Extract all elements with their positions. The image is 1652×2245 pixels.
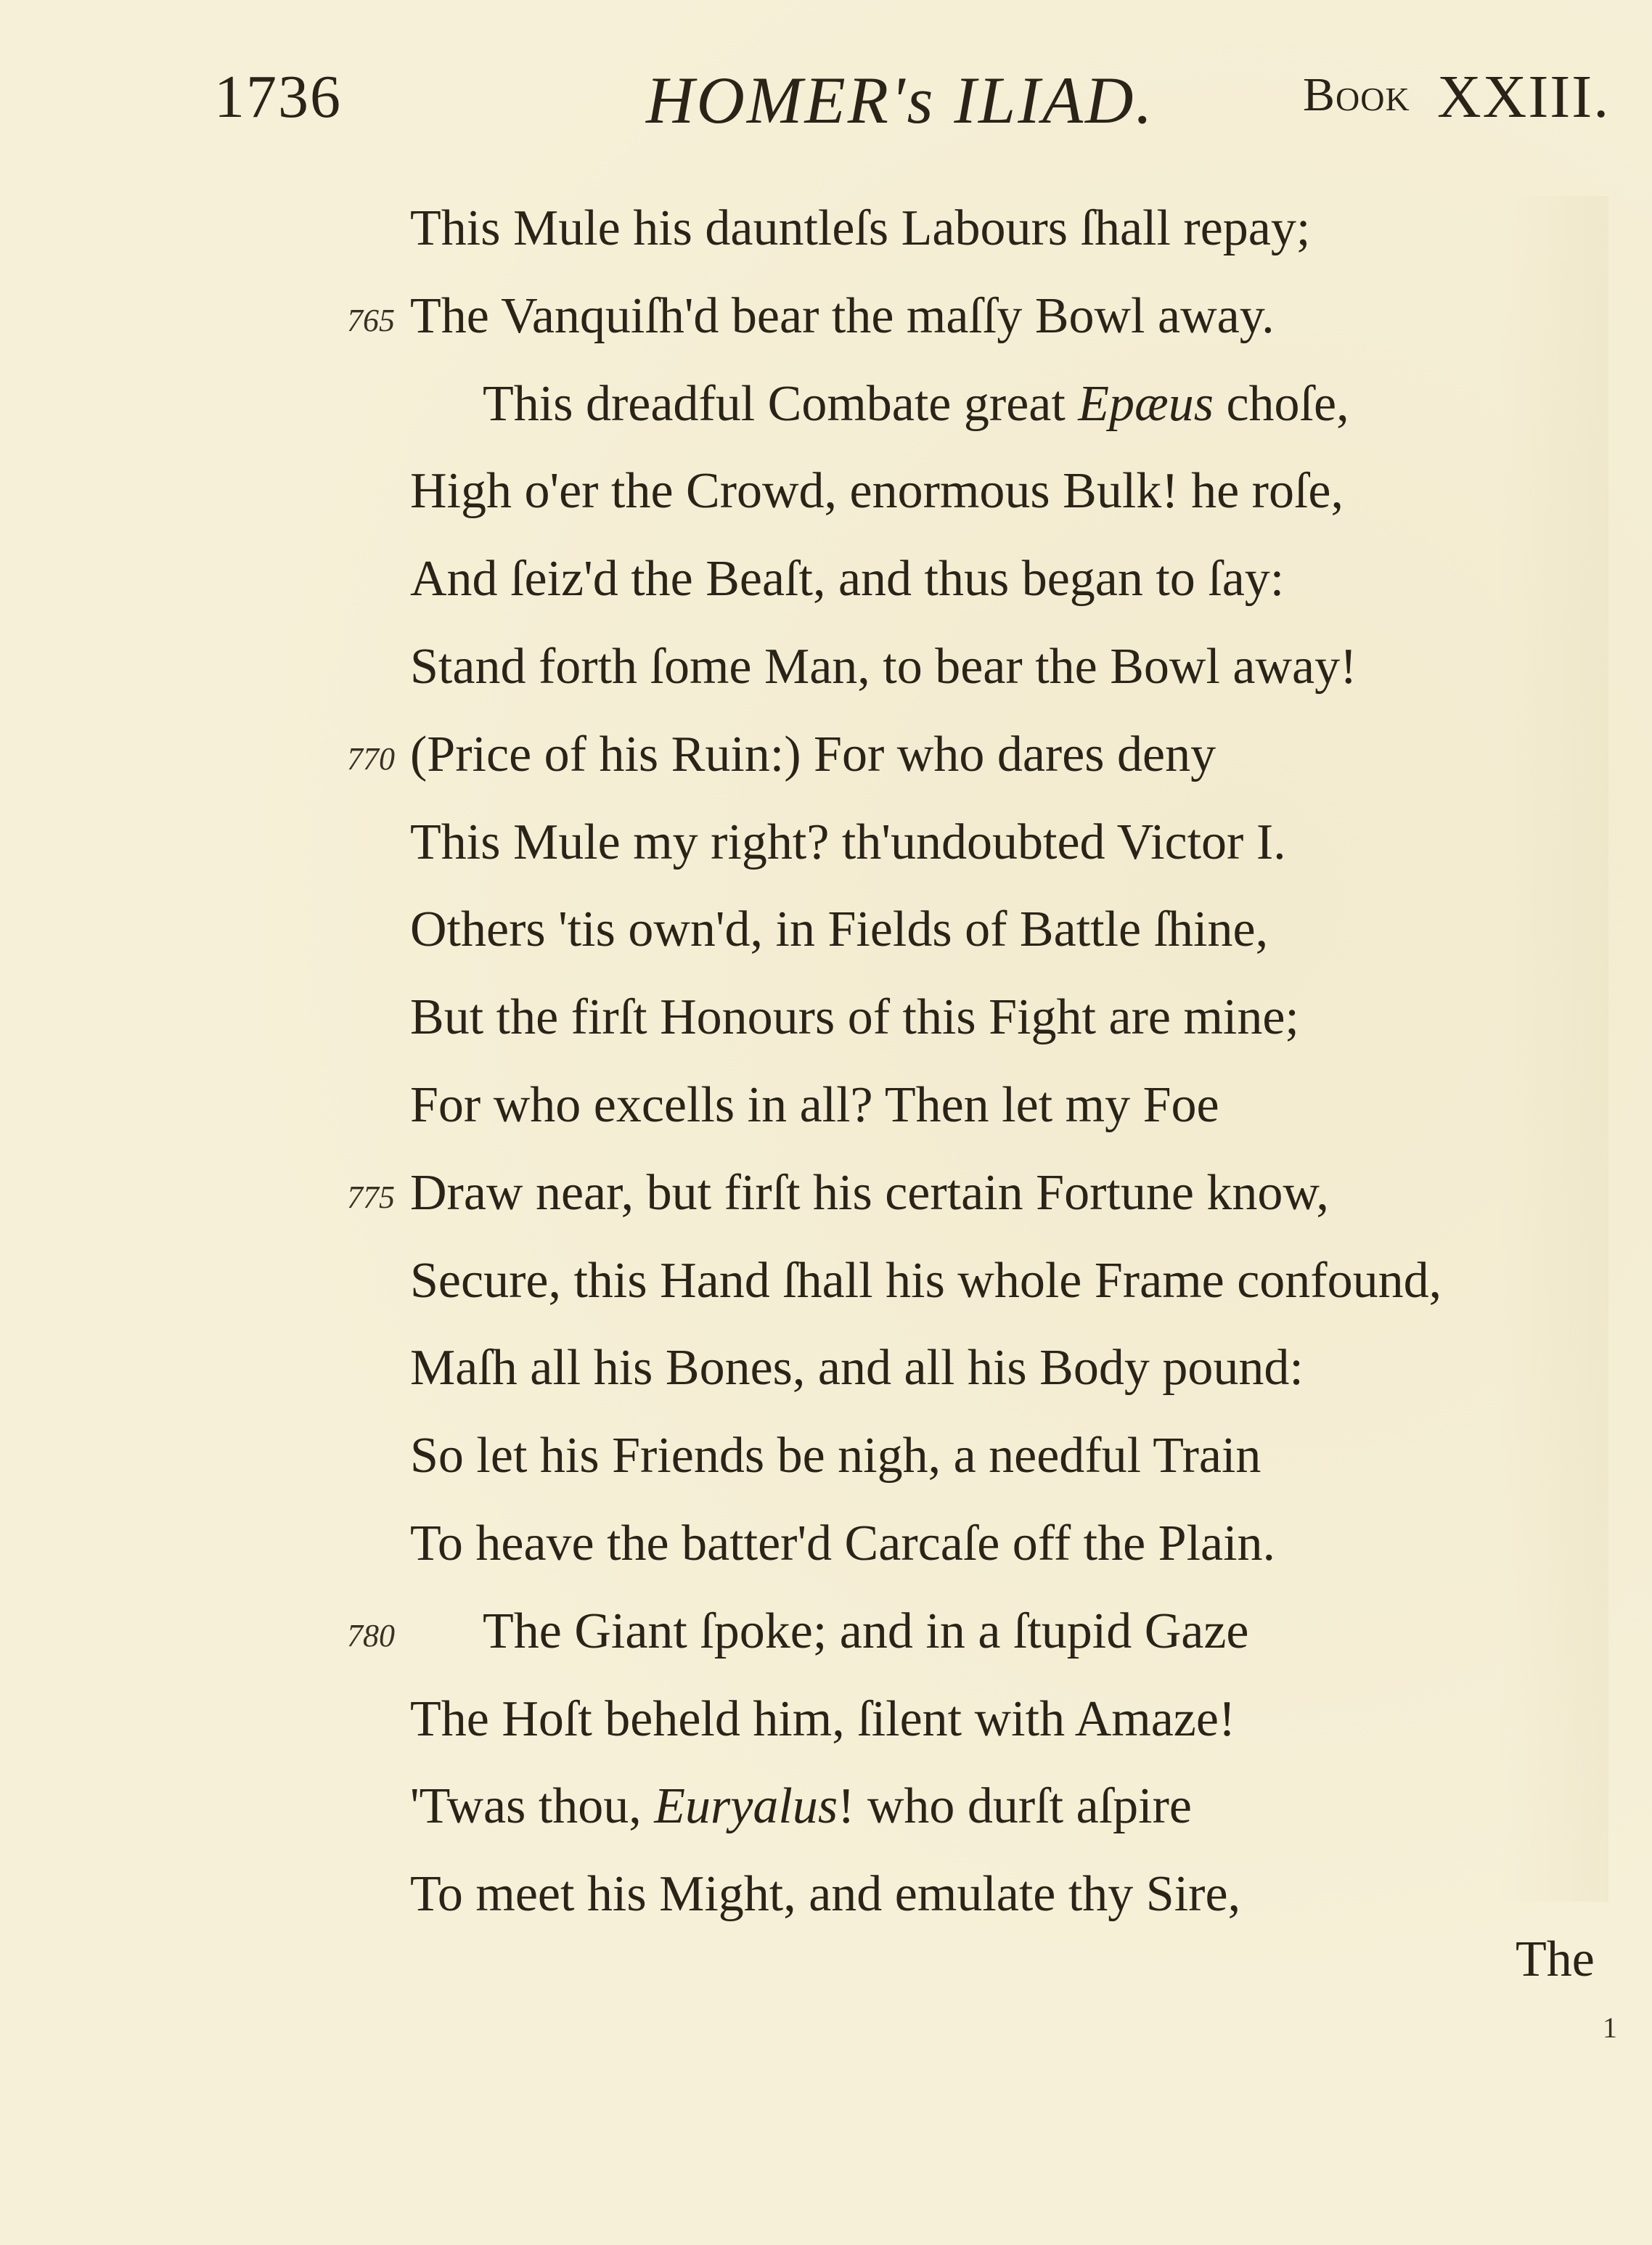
line-text: Stand forth ſome Man, to bear the Bowl away! (410, 639, 1357, 695)
line-number: 780 (347, 1618, 395, 1653)
catchword: The (1516, 1931, 1595, 1987)
verse-line (0, 539, 1652, 619)
proper-name: Euryalus (654, 1778, 838, 1834)
line-text: And ſeiz'd the Beaſt, and thus began to ſay: (410, 551, 1285, 607)
verse-line (0, 1855, 1652, 1934)
book-numeral: XXIII. (1437, 63, 1611, 131)
line-text: So let his Friends be nigh, a needful Train (410, 1428, 1262, 1484)
book-label: Book (1303, 68, 1410, 121)
verse-line (0, 803, 1652, 883)
line-text: The Hoſt beheld him, ſilent with Amaze! (410, 1691, 1236, 1747)
line-text: 'Twas thou, Euryalus! who durſt aſpire (410, 1778, 1192, 1834)
line-text: This dreadful Combate great Epæus choſe, (483, 376, 1349, 432)
line-text: Maſh all his Bones, and all his Body pound: (410, 1340, 1304, 1396)
line-text: High o'er the Crowd, enormous Bulk! he roſe, (410, 463, 1344, 519)
verse-line (0, 451, 1652, 531)
line-number: 765 (347, 303, 395, 338)
verse-line (0, 189, 1652, 269)
line-text: This Mule my right? th'undoubted Victor I. (410, 814, 1286, 870)
verse-line (0, 277, 1652, 356)
line-text: (Price of his Ruin:) For who dares deny (410, 727, 1216, 782)
page-header (0, 62, 1652, 156)
line-text: This Mule his dauntleſs Labours ſhall repay; (410, 200, 1311, 256)
verse-line (0, 715, 1652, 795)
verse-line (0, 1153, 1652, 1233)
line-text: To heave the batter'd Carcaſe off the Plain. (410, 1516, 1276, 1571)
verse-line (0, 1767, 1652, 1847)
running-title: HOMER's ILIAD. (646, 63, 1155, 137)
line-text: For who excells in all? Then let my Foe (410, 1077, 1219, 1133)
verse-line (0, 1066, 1652, 1145)
verse-line (0, 1592, 1652, 1672)
verse-line (0, 1680, 1652, 1759)
verse-line (0, 1416, 1652, 1496)
line-text: Others 'tis own'd, in Fields of Battle ſhine, (410, 901, 1269, 957)
verse-line (0, 627, 1652, 707)
verse-line (0, 1241, 1652, 1321)
proper-name: Epæus (1078, 376, 1214, 432)
line-text: The Vanquiſh'd bear the maſſy Bowl away. (410, 288, 1275, 344)
verse-line (0, 978, 1652, 1058)
line-text: Secure, this Hand ſhall his whole Frame confound, (410, 1253, 1442, 1309)
line-text: Draw near, but firſt his certain Fortune know, (410, 1165, 1329, 1221)
line-text: The Giant ſpoke; and in a ſtupid Gaze (483, 1603, 1249, 1659)
line-text: To meet his Might, and emulate thy Sire, (410, 1866, 1241, 1922)
verse-line (0, 1504, 1652, 1584)
page-number: 1736 (214, 63, 342, 131)
verse-line (0, 364, 1652, 444)
verse-line (0, 890, 1652, 970)
line-number: 770 (347, 741, 395, 777)
signature-mark: 1 (1603, 2011, 1617, 2044)
line-text: But the firſt Honours of this Fight are mine; (410, 989, 1299, 1045)
verse-line (0, 1328, 1652, 1408)
line-number: 775 (347, 1179, 395, 1215)
